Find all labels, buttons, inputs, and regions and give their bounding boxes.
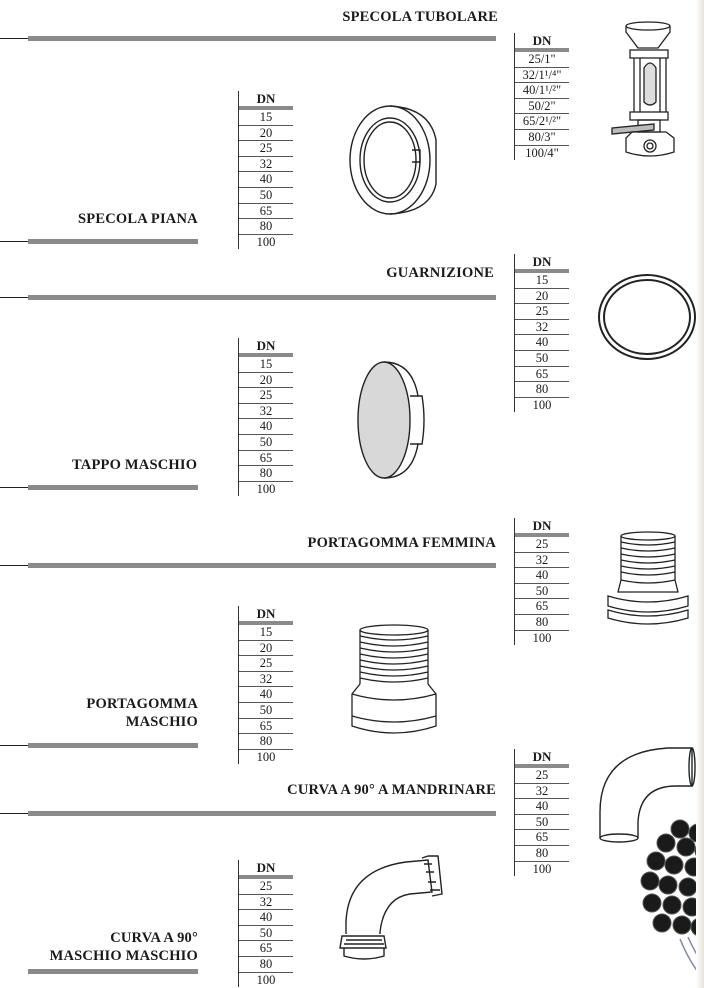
title-curva-90-maschio xyxy=(50,929,198,965)
dn-header: DN xyxy=(239,860,293,879)
dn-size-row: 100 xyxy=(532,630,552,645)
dn-size-row: 40 xyxy=(239,172,293,188)
dn-size-row: 32/1¹/⁴" xyxy=(515,68,569,84)
dn-size-row: 100 xyxy=(532,861,552,876)
dn-table-specola-piana xyxy=(238,91,293,249)
dn-header: DN xyxy=(515,33,569,52)
dn-size-row: 50 xyxy=(239,926,293,942)
male-cap-image xyxy=(350,356,430,484)
dn-size-row: 32 xyxy=(515,320,569,336)
dn-table-curva-90-mandrinare xyxy=(514,749,569,876)
dn-size-row: 25 xyxy=(239,656,293,672)
divider-line xyxy=(0,745,30,746)
gasket-image xyxy=(596,272,700,364)
dn-size-row: 15 xyxy=(239,110,293,126)
dn-size-row: 80 xyxy=(515,382,569,398)
dn-size-row: 20 xyxy=(239,126,293,142)
dn-size-row: 32 xyxy=(515,553,569,569)
title-line-1: PORTAGOMMA xyxy=(86,696,198,712)
dn-size-row: 25 xyxy=(239,388,293,404)
dn-size-row: 50 xyxy=(239,435,293,451)
section-rule xyxy=(28,743,198,748)
title-tappo-maschio: TAPPO MASCHIO xyxy=(72,457,198,473)
dn-table-tappo-maschio xyxy=(238,338,293,496)
dn-size-row: 80 xyxy=(239,219,293,235)
dn-size-row: 100 xyxy=(532,397,552,412)
section-rule xyxy=(28,36,496,41)
dn-size-row: 65 xyxy=(239,719,293,735)
dn-size-row: 100 xyxy=(256,234,276,249)
dn-table-portagomma-maschio xyxy=(238,606,293,764)
title-specola-tubolare: SPECOLA TUBOLARE xyxy=(342,9,498,25)
dn-size-row: 100 xyxy=(256,972,276,987)
dn-size-row: 65 xyxy=(239,451,293,467)
dn-size-row: 65 xyxy=(515,367,569,383)
dn-size-row: 80 xyxy=(239,466,293,482)
section-rule xyxy=(28,563,496,568)
dn-size-row: 50 xyxy=(239,703,293,719)
divider-line xyxy=(0,297,30,298)
dn-size-row: 65 xyxy=(239,204,293,220)
dn-size-row: 20 xyxy=(515,289,569,305)
dn-size-row: 40 xyxy=(515,568,569,584)
dn-size-row: 15 xyxy=(239,625,293,641)
dn-size-row: 40 xyxy=(239,419,293,435)
section-rule xyxy=(28,239,198,244)
dn-header: DN xyxy=(515,749,569,768)
dn-size-row: 50 xyxy=(515,584,569,600)
dn-size-row: 32 xyxy=(239,895,293,911)
dn-header: DN xyxy=(239,91,293,110)
dn-size-row: 25 xyxy=(515,304,569,320)
dn-size-row: 65 xyxy=(239,941,293,957)
sight-glass-tubular-image xyxy=(604,20,694,170)
dn-size-row: 40 xyxy=(239,687,293,703)
dn-table-portagomma-femmina xyxy=(514,518,569,645)
pipe-bundle-image xyxy=(640,815,704,985)
dn-size-row: 15 xyxy=(515,273,569,289)
male-hose-fitting-image xyxy=(346,622,442,744)
dn-size-row: 32 xyxy=(239,672,293,688)
dn-header: DN xyxy=(515,254,569,273)
dn-size-row: 80 xyxy=(515,615,569,631)
elbow-90-male-image xyxy=(336,852,450,964)
section-rule xyxy=(28,811,496,816)
dn-header: DN xyxy=(239,338,293,357)
dn-size-row: 80 xyxy=(239,734,293,750)
dn-size-row: 25/1" xyxy=(515,52,569,68)
dn-size-row: 40 xyxy=(515,335,569,351)
title-guarnizione: GUARNIZIONE xyxy=(386,265,494,281)
dn-size-row: 50 xyxy=(515,815,569,831)
dn-size-row: 50 xyxy=(515,351,569,367)
flat-sight-glass-image xyxy=(340,100,450,220)
dn-size-row: 80 xyxy=(515,846,569,862)
dn-size-row: 40/1¹/²" xyxy=(515,83,569,99)
dn-size-row: 50 xyxy=(239,188,293,204)
dn-size-row: 15 xyxy=(239,357,293,373)
dn-size-row: 100/4" xyxy=(525,145,559,160)
section-rule xyxy=(28,969,198,974)
divider-line xyxy=(0,38,30,39)
dn-size-row: 25 xyxy=(515,768,569,784)
title-line-2: MASCHIO xyxy=(125,714,198,730)
dn-table-curva-90-maschio xyxy=(238,860,293,987)
dn-table-guarnizione xyxy=(514,254,569,412)
dn-size-row: 20 xyxy=(239,373,293,389)
title-line-2: MASCHIO MASCHIO xyxy=(49,948,198,964)
dn-header: DN xyxy=(515,518,569,537)
dn-size-row: 32 xyxy=(515,784,569,800)
dn-size-row: 20 xyxy=(239,641,293,657)
divider-line xyxy=(0,565,30,566)
dn-size-row: 100 xyxy=(256,749,276,764)
dn-size-row: 40 xyxy=(239,910,293,926)
dn-size-row: 65 xyxy=(515,599,569,615)
title-specola-piana: SPECOLA PIANA xyxy=(78,211,198,227)
title-line-1: CURVA A 90° xyxy=(110,930,198,946)
dn-table-specola-tubolare xyxy=(514,33,569,160)
section-rule xyxy=(28,295,496,300)
title-curva-90-mandrinare: CURVA A 90° A MANDRINARE xyxy=(287,782,496,798)
dn-size-row: 65/2¹/²" xyxy=(515,114,569,130)
divider-line xyxy=(0,813,30,814)
dn-size-row: 80 xyxy=(239,957,293,973)
dn-size-row: 40 xyxy=(515,799,569,815)
dn-size-row: 65 xyxy=(515,830,569,846)
dn-header: DN xyxy=(239,606,293,625)
divider-line xyxy=(0,487,30,488)
dn-size-row: 50/2" xyxy=(515,99,569,115)
divider-line xyxy=(0,241,30,242)
dn-size-row: 25 xyxy=(239,141,293,157)
female-hose-fitting-image xyxy=(604,530,694,632)
dn-size-row: 25 xyxy=(239,879,293,895)
title-portagomma-femmina: PORTAGOMMA FEMMINA xyxy=(307,535,496,551)
title-portagomma-maschio xyxy=(86,695,198,731)
dn-size-row: 32 xyxy=(239,404,293,420)
dn-size-row: 80/3" xyxy=(515,130,569,146)
page-edge-shadow xyxy=(696,0,704,988)
dn-size-row: 25 xyxy=(515,537,569,553)
section-rule xyxy=(28,485,198,490)
dn-size-row: 32 xyxy=(239,157,293,173)
dn-size-row: 100 xyxy=(256,481,276,496)
